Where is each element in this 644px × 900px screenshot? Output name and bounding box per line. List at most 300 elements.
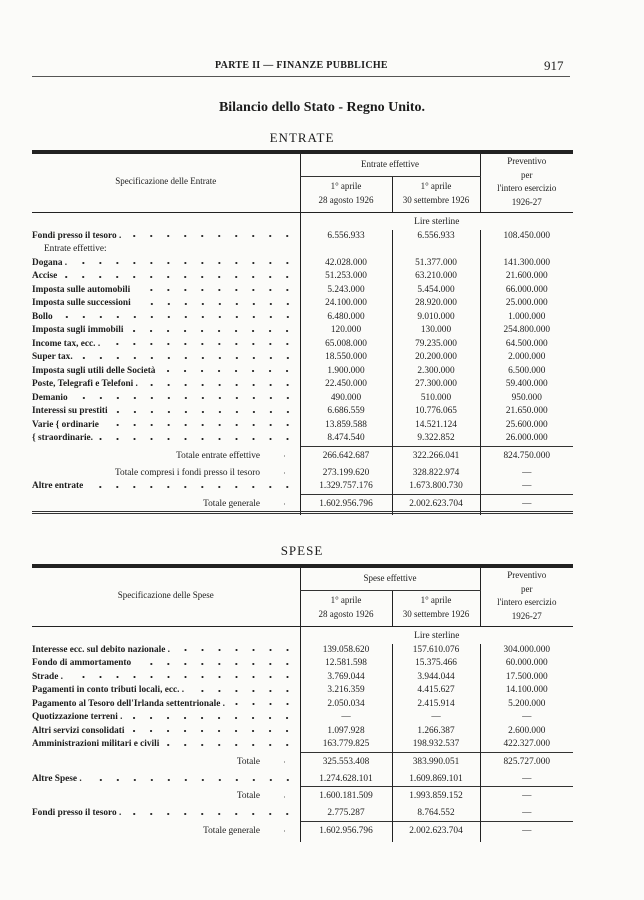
value-cell: 950.000 [480,392,573,406]
value-cell: — [480,711,573,725]
row-label-cell [32,644,300,658]
value-cell: 6.686.559 [300,405,392,419]
value-cell: 5.454.000 [392,284,480,298]
row-label-text: Quotizzazione terreni . [32,712,123,722]
table-row [32,738,573,752]
row-label-cell [32,725,300,739]
value-cell: 20.200.000 [392,351,480,365]
value-cell: 1.673.800.730 [392,480,480,494]
dot-leader [284,471,292,475]
section-title-entrate: ENTRATE [269,130,335,145]
row-label-text: Imposta sugli utili delle Società [32,365,156,376]
value-cell: 825.727.000 [480,752,573,773]
dot-leader [165,743,296,747]
row-label-text: Strade . [32,671,63,682]
row-label-text: Fondi presso il tesoro . [32,230,122,241]
value-cell: — [480,807,573,821]
row-label-cell [32,684,300,698]
value-cell: 490.000 [300,392,392,406]
value-cell: 510.000 [392,392,480,406]
row-label-text: Totale generale [203,498,260,509]
value-cell: — [480,480,573,494]
row-label [32,756,300,770]
row-label [32,365,300,379]
value-cell: 3.216.359 [300,684,392,698]
value-cell: 8.764.552 [392,807,480,821]
dot-leader [89,485,296,489]
dot-leader [99,437,296,441]
value-cell: 2.000.000 [480,351,573,365]
value-cell: 824.750.000 [480,446,573,467]
row-label-cell [32,807,300,821]
spese-table [32,564,573,842]
value-cell: 1.600.181.509 [300,787,392,808]
value-cell: — [480,773,573,787]
value-cell: 130.000 [392,324,480,338]
value-cell: 1.602.956.796 [300,821,392,842]
row-label [32,450,300,464]
table-row [32,807,573,821]
row-label-cell [32,243,300,257]
row-label-text: Dogana . [32,257,68,268]
value-cell: 25.000.000 [480,297,573,311]
dot-leader [127,812,296,816]
dot-leader [59,315,296,319]
value-cell: 65.008.000 [300,338,392,352]
value-cell: 22.450.000 [300,378,392,392]
header-line: 1° aprile [330,595,362,605]
dot-leader [79,356,296,360]
row-label [32,284,300,298]
column-header-spec: Specificazione delle Spese [32,566,300,624]
row-label-text: Fondo di ammortamento [32,658,132,668]
value-cell: 9.010.000 [392,311,480,325]
row-label [32,825,300,839]
row-label [32,351,300,365]
header-line: per [521,169,533,180]
value-cell: 422.327.000 [480,738,573,752]
table-row [32,684,573,698]
row-label [32,684,300,698]
header-line: l'intero esercizio [497,183,557,193]
table-row [32,270,573,284]
row-label-text: Totale generale [203,825,260,836]
table-row [32,230,573,244]
value-cell: 9.322.852 [392,432,480,446]
value-cell: 141.300.000 [480,257,573,271]
value-cell [480,243,573,257]
row-label-text: { straordinarie. [32,433,93,444]
value-cell: 60.000.000 [480,657,573,671]
value-cell: 18.550.000 [300,351,392,365]
dot-leader [136,288,296,292]
value-cell: 21.600.000 [480,270,573,284]
table-row [32,821,573,842]
page-title: Bilancio dello Stato - Regno Unito. [218,100,426,115]
row-label [32,725,300,739]
row-label-cell [32,467,300,481]
dot-leader [284,829,292,833]
value-cell: 14.100.000 [480,684,573,698]
dot-leader [144,383,296,387]
row-label-cell [32,338,300,352]
dot-leader [106,342,296,346]
value-cell: 64.500.000 [480,338,573,352]
header-line: 1° aprile [420,595,452,605]
value-cell: 66.000.000 [480,284,573,298]
header-row [32,152,573,177]
value-cell: 266.642.687 [300,446,392,467]
table-row [32,432,573,446]
row-label-text: Pagamento al Tesoro dell'Irlanda settentrionale . [32,698,225,709]
row-label [32,644,300,658]
header-line: 1° aprile [420,181,452,191]
table-row [32,419,573,433]
row-label [32,671,300,685]
table-row [32,351,573,365]
dot-leader [130,729,296,733]
value-cell: 13.859.588 [300,419,392,433]
value-cell: 2.415.914 [392,698,480,712]
table-row [32,297,573,311]
row-label-cell [32,821,300,842]
row-label-cell [32,787,300,808]
row-label [32,698,300,712]
value-cell: 1.274.628.101 [300,773,392,787]
value-cell: 1.900.000 [300,365,392,379]
row-label-text: Interessi su prestiti [32,406,108,416]
value-cell: 1.602.956.796 [300,494,392,515]
unit-label: Lire sterline [300,213,573,230]
column-header-preventivo [480,566,573,624]
table-row [32,480,573,494]
value-cell: 51.377.000 [392,257,480,271]
dot-leader [137,302,296,306]
table-row [32,405,573,419]
unit-row [32,627,573,644]
header-line: Preventivo [507,570,547,580]
table-row [32,725,573,739]
value-cell: 254.800.000 [480,324,573,338]
row-label-text: Altri servizi consolidati [32,725,125,736]
row-label [32,257,300,271]
row-label-cell [32,324,300,338]
dot-leader [128,716,296,720]
value-cell: 21.650.000 [480,405,573,419]
table-row [32,446,573,467]
value-cell: 26.000.000 [480,432,573,446]
value-cell: 8.474.540 [300,432,392,446]
row-label-cell [32,671,300,685]
column-group-header: Spese effettive [300,566,480,591]
row-label-cell [32,446,300,467]
value-cell: — [480,787,573,808]
value-cell: 1.609.869.101 [392,773,480,787]
row-label-cell [32,351,300,365]
value-cell: 3.769.044 [300,671,392,685]
value-cell: 2.600.000 [480,725,573,739]
value-cell [300,243,392,257]
table-row [32,311,573,325]
value-cell: 12.581.598 [300,657,392,671]
column-header-period-2 [392,591,480,625]
header-line: Preventivo [507,156,547,166]
row-label [32,711,300,725]
section-title-spese: SPESE [280,543,324,558]
table-end-rule [32,511,573,514]
row-label [32,738,300,752]
row-label [32,324,300,338]
table-row [32,338,573,352]
row-label-text: Imposta sulle successioni [32,298,131,308]
table-row [32,324,573,338]
row-label [32,498,300,512]
value-cell: 5.200.000 [480,698,573,712]
row-label [32,432,300,446]
column-header-spec: Specificazione delle Entrate [32,152,300,210]
dot-leader [69,675,296,679]
row-label-text: Imposta sulle automobili [32,284,131,295]
table-row [32,698,573,712]
row-label-text: Imposta sugli immobili [32,325,124,335]
value-cell: 108.450.000 [480,230,573,244]
spacer [32,627,300,644]
table-row [32,711,573,725]
row-label-text: Income tax, ecc. . [32,338,101,349]
value-cell: 79.235.000 [392,338,480,352]
value-cell: 42.028.000 [300,257,392,271]
row-label-cell [32,270,300,284]
dot-leader [88,778,296,782]
unit-label: Lire sterline [300,627,573,644]
dot-leader [63,275,296,279]
header-line: 1° aprile [330,181,362,191]
row-label-cell [32,698,300,712]
value-cell: — [480,494,573,515]
value-cell: 14.521.124 [392,419,480,433]
dot-leader [284,795,292,799]
value-cell: 157.610.076 [392,644,480,658]
page-number: 917 [544,58,564,73]
column-header-period-2 [392,177,480,211]
value-cell: 1.097.928 [300,725,392,739]
value-cell: 325.553.408 [300,752,392,773]
value-cell: 28.920.000 [392,297,480,311]
value-cell: 273.199.620 [300,467,392,481]
row-label [32,230,300,244]
row-label-text: Amministrazioni militari e civili [32,739,160,750]
row-label [32,243,312,257]
row-label-text: Accise [32,271,58,281]
entrate-table [32,150,573,515]
value-cell: 1.000.000 [480,311,573,325]
row-label-cell [32,432,300,446]
value-cell: 17.500.000 [480,671,573,685]
value-cell: — [480,467,573,481]
row-label-cell [32,230,300,244]
row-label-cell [32,378,300,392]
row-label-text: Super tax. [32,352,73,362]
value-cell: 2.775.287 [300,807,392,821]
value-cell: 6.480.000 [300,311,392,325]
row-label [32,790,300,804]
row-label [32,378,300,392]
row-label-text: Varie { ordinarie [32,419,99,430]
row-label-cell [32,480,300,494]
row-label-cell [32,657,300,671]
row-label-text: Totale compresi i fondi presso il tesoro [115,467,260,478]
header-line: 28 agosto 1926 [318,194,374,205]
value-cell: 120.000 [300,324,392,338]
dot-leader [176,648,296,652]
row-label-cell [32,365,300,379]
table-row [32,752,573,773]
dot-leader [129,329,296,333]
table-row [32,644,573,658]
row-label [32,657,300,671]
header-line: 28 agosto 1926 [318,608,374,619]
table-row [32,284,573,298]
row-label-cell [32,752,300,773]
dot-leader [284,454,292,458]
table-row [32,787,573,808]
row-label [32,419,300,433]
value-cell: 63.210.000 [392,270,480,284]
value-cell: 5.243.000 [300,284,392,298]
row-label [32,405,300,419]
value-cell: 328.822.974 [392,467,480,481]
value-cell [392,243,480,257]
value-cell: 6.556.933 [300,230,392,244]
row-label-text: Interesse ecc. sul debito nazionale . [32,644,170,655]
value-cell: 15.375.466 [392,657,480,671]
dot-leader [137,662,296,666]
dot-leader [231,702,296,706]
value-cell: — [392,711,480,725]
dot-leader [105,423,296,427]
header-line: per [521,583,533,594]
value-cell: 1.266.387 [392,725,480,739]
header-line: 30 settembre 1926 [402,608,470,619]
value-cell: 2.002.623.704 [392,494,480,515]
header-line: 1926-27 [511,196,542,207]
row-label [32,311,300,325]
running-head: PARTE II — FINANZE PUBBLICHE [215,60,388,71]
header-rule [32,76,570,77]
table-row [32,671,573,685]
row-label [32,270,300,284]
row-label-text: Pagamenti in conto tributi locali, ecc. . [32,685,185,695]
header-line: 30 settembre 1926 [402,194,470,205]
dot-leader [161,369,296,373]
value-cell: 24.100.000 [300,297,392,311]
value-cell: 1.993.859.152 [392,787,480,808]
value-cell: 2.002.623.704 [392,821,480,842]
row-label-cell [32,773,300,787]
table-row [32,243,573,257]
dot-leader [190,689,296,693]
table-row [32,257,573,271]
row-label-text: Demanio [32,392,68,403]
value-cell: — [300,711,392,725]
column-header-period-1 [300,177,392,211]
row-label-text: Totale [236,791,260,801]
value-cell: — [480,821,573,842]
table-row [32,365,573,379]
row-label-text: Bollo [32,311,53,322]
value-cell: 198.932.537 [392,738,480,752]
value-cell: 322.266.041 [392,446,480,467]
dot-leader [127,234,296,238]
row-label [32,773,300,787]
value-cell: 2.300.000 [392,365,480,379]
dot-leader [284,502,292,506]
value-cell: 6.556.933 [392,230,480,244]
row-label [32,297,300,311]
dot-leader [74,396,296,400]
value-cell: 2.050.034 [300,698,392,712]
header-row [32,566,573,591]
unit-row [32,213,573,230]
row-label [32,807,300,821]
dot-leader [73,261,296,265]
row-label [32,467,300,481]
row-label-cell [32,297,300,311]
value-cell: 10.776.065 [392,405,480,419]
value-cell: 4.415.627 [392,684,480,698]
table-row [32,378,573,392]
value-cell: 51.253.000 [300,270,392,284]
row-label-text: Fondi presso il tesoro . [32,808,122,819]
row-label-cell [32,738,300,752]
value-cell: 3.944.044 [392,671,480,685]
value-cell: 163.779.825 [300,738,392,752]
row-label-text: Totale [236,756,260,767]
table-row [32,657,573,671]
value-cell: 383.990.051 [392,752,480,773]
header-line: 1926-27 [511,610,542,621]
row-label-cell [32,257,300,271]
table-row [32,773,573,787]
row-label [32,480,300,494]
row-label-cell [32,284,300,298]
row-label-text: Totale entrate effettive [176,450,260,461]
value-cell: 59.400.000 [480,378,573,392]
row-label-cell [32,711,300,725]
row-label-text: Entrate effettive: [44,244,107,254]
value-cell: 139.058.620 [300,644,392,658]
table-row [32,467,573,481]
value-cell: 27.300.000 [392,378,480,392]
row-label-cell [32,405,300,419]
value-cell: 1.329.757.176 [300,480,392,494]
column-group-header: Entrate effettive [300,152,480,177]
row-label [32,338,300,352]
row-label-cell [32,392,300,406]
row-label-cell [32,311,300,325]
value-cell: 25.600.000 [480,419,573,433]
row-label-text: Altre entrate [32,481,84,492]
column-header-preventivo [480,152,573,210]
header-line: l'intero esercizio [497,597,557,607]
dot-leader [284,760,292,764]
spacer [32,213,300,230]
value-cell: 304.000.000 [480,644,573,658]
table-row [32,392,573,406]
row-label-cell [32,419,300,433]
column-header-period-1 [300,591,392,625]
row-label-text: Poste, Telegrafi e Telefoni . [32,379,138,389]
